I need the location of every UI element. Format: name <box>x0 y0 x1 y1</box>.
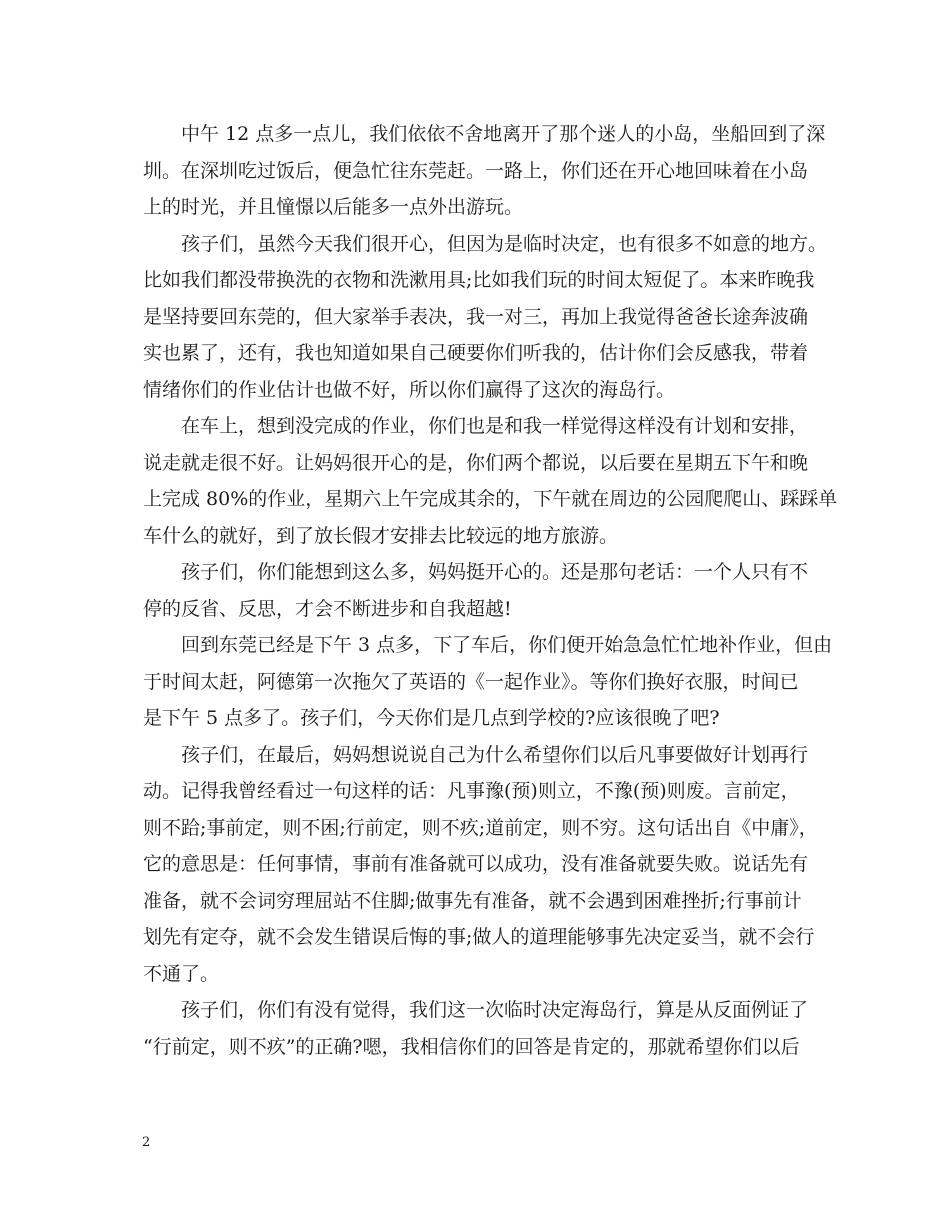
text-line: 在车上，想到没完成的作业，你们也是和我一样觉得这样没有计划和安排， <box>181 415 809 437</box>
text-line: 不通了。 <box>143 962 220 985</box>
text-line: 准备，就不会词穷理屈站不住脚;做事先有准备，就不会遇到困难挫折;行事前计 <box>143 889 802 912</box>
text-line: 孩子们，在最后，妈妈想说说自己为什么希望你们以后凡事要做好计划再行 <box>181 743 809 766</box>
text-line: 车什么的就好，到了放长假才安排去比较远的地方旅游。 <box>143 524 619 547</box>
text-line: 孩子们，你们有没有觉得，我们这一次临时决定海岛行，算是从反面例证了 <box>181 999 809 1021</box>
text-line: 比如我们都没带换洗的衣物和洗漱用具;比如我们玩的时间太短促了。本来昨晚我 <box>143 269 815 291</box>
text-line: 它的意思是：任何事情，事前有准备就可以成功，没有准备就要失败。说话先有 <box>143 853 809 875</box>
text-line: 圳。在深圳吃过饭后，便急忙往东莞赶。一路上，你们还在开心地回味着在小岛 <box>143 159 809 182</box>
text-line: 是下午 5 点多了。孩子们，今天你们是几点到学校的?应该很晚了吧? <box>143 707 720 729</box>
text-line: “行前定，则不疚”的正确?嗯，我相信你们的回答是肯定的，那就希望你们以后 <box>143 1035 800 1058</box>
text-line: 回到东莞已经是下午 3 点多，下了车后，你们便开始急急忙忙地补作业，但由 <box>181 634 833 656</box>
text-line: 是坚持要回东莞的，但大家举手表决，我一对三，再加上我觉得爸爸长途奔波确 <box>143 305 809 328</box>
page-number: 2 <box>142 1135 151 1150</box>
text-line: 实也累了，还有，我也知道如果自己硬要你们听我的，估计你们会反感我，带着 <box>143 342 809 364</box>
text-line: 中午 12 点多一点儿，我们依依不舍地离开了那个迷人的小岛，坐船回到了深 <box>181 123 826 145</box>
text-line: 停的反省、反思，才会不断进步和自我超越! <box>143 597 512 620</box>
text-line: 则不跲;事前定，则不困;行前定，则不疚;道前定，则不穷。这句话出自《中庸》， <box>143 816 818 839</box>
text-line: 于时间太赶，阿德第一次拖欠了英语的《一起作业》。等你们换好衣服，时间已 <box>143 670 799 693</box>
text-line: 上完成 80%的作业，星期六上午完成其余的，下午就在周边的公园爬爬山、踩踩单 <box>143 488 838 510</box>
text-line: 孩子们，虽然今天我们很开心，但因为是临时决定，也有很多不如意的地方。 <box>181 232 828 255</box>
text-line: 情绪你们的作业估计也做不好，所以你们赢得了这次的海岛行。 <box>143 378 676 401</box>
text-line: 说走就走很不好。让妈妈很开心的是，你们两个都说，以后要在星期五下午和晚 <box>143 451 809 474</box>
text-line: 动。记得我曾经看过一句这样的话：凡事豫(预)则立，不豫(预)则废。言前定， <box>143 780 800 802</box>
text-line: 划先有定夺，就不会发生错误后悔的事;做人的道理能够事先决定妥当，就不会行 <box>143 926 815 948</box>
text-line: 孩子们，你们能想到这么多，妈妈挺开心的。还是那句老话：一个人只有不 <box>181 561 809 583</box>
text-line: 上的时光，并且憧憬以后能多一点外出游玩。 <box>143 196 524 218</box>
body-text <box>143 116 838 1065</box>
